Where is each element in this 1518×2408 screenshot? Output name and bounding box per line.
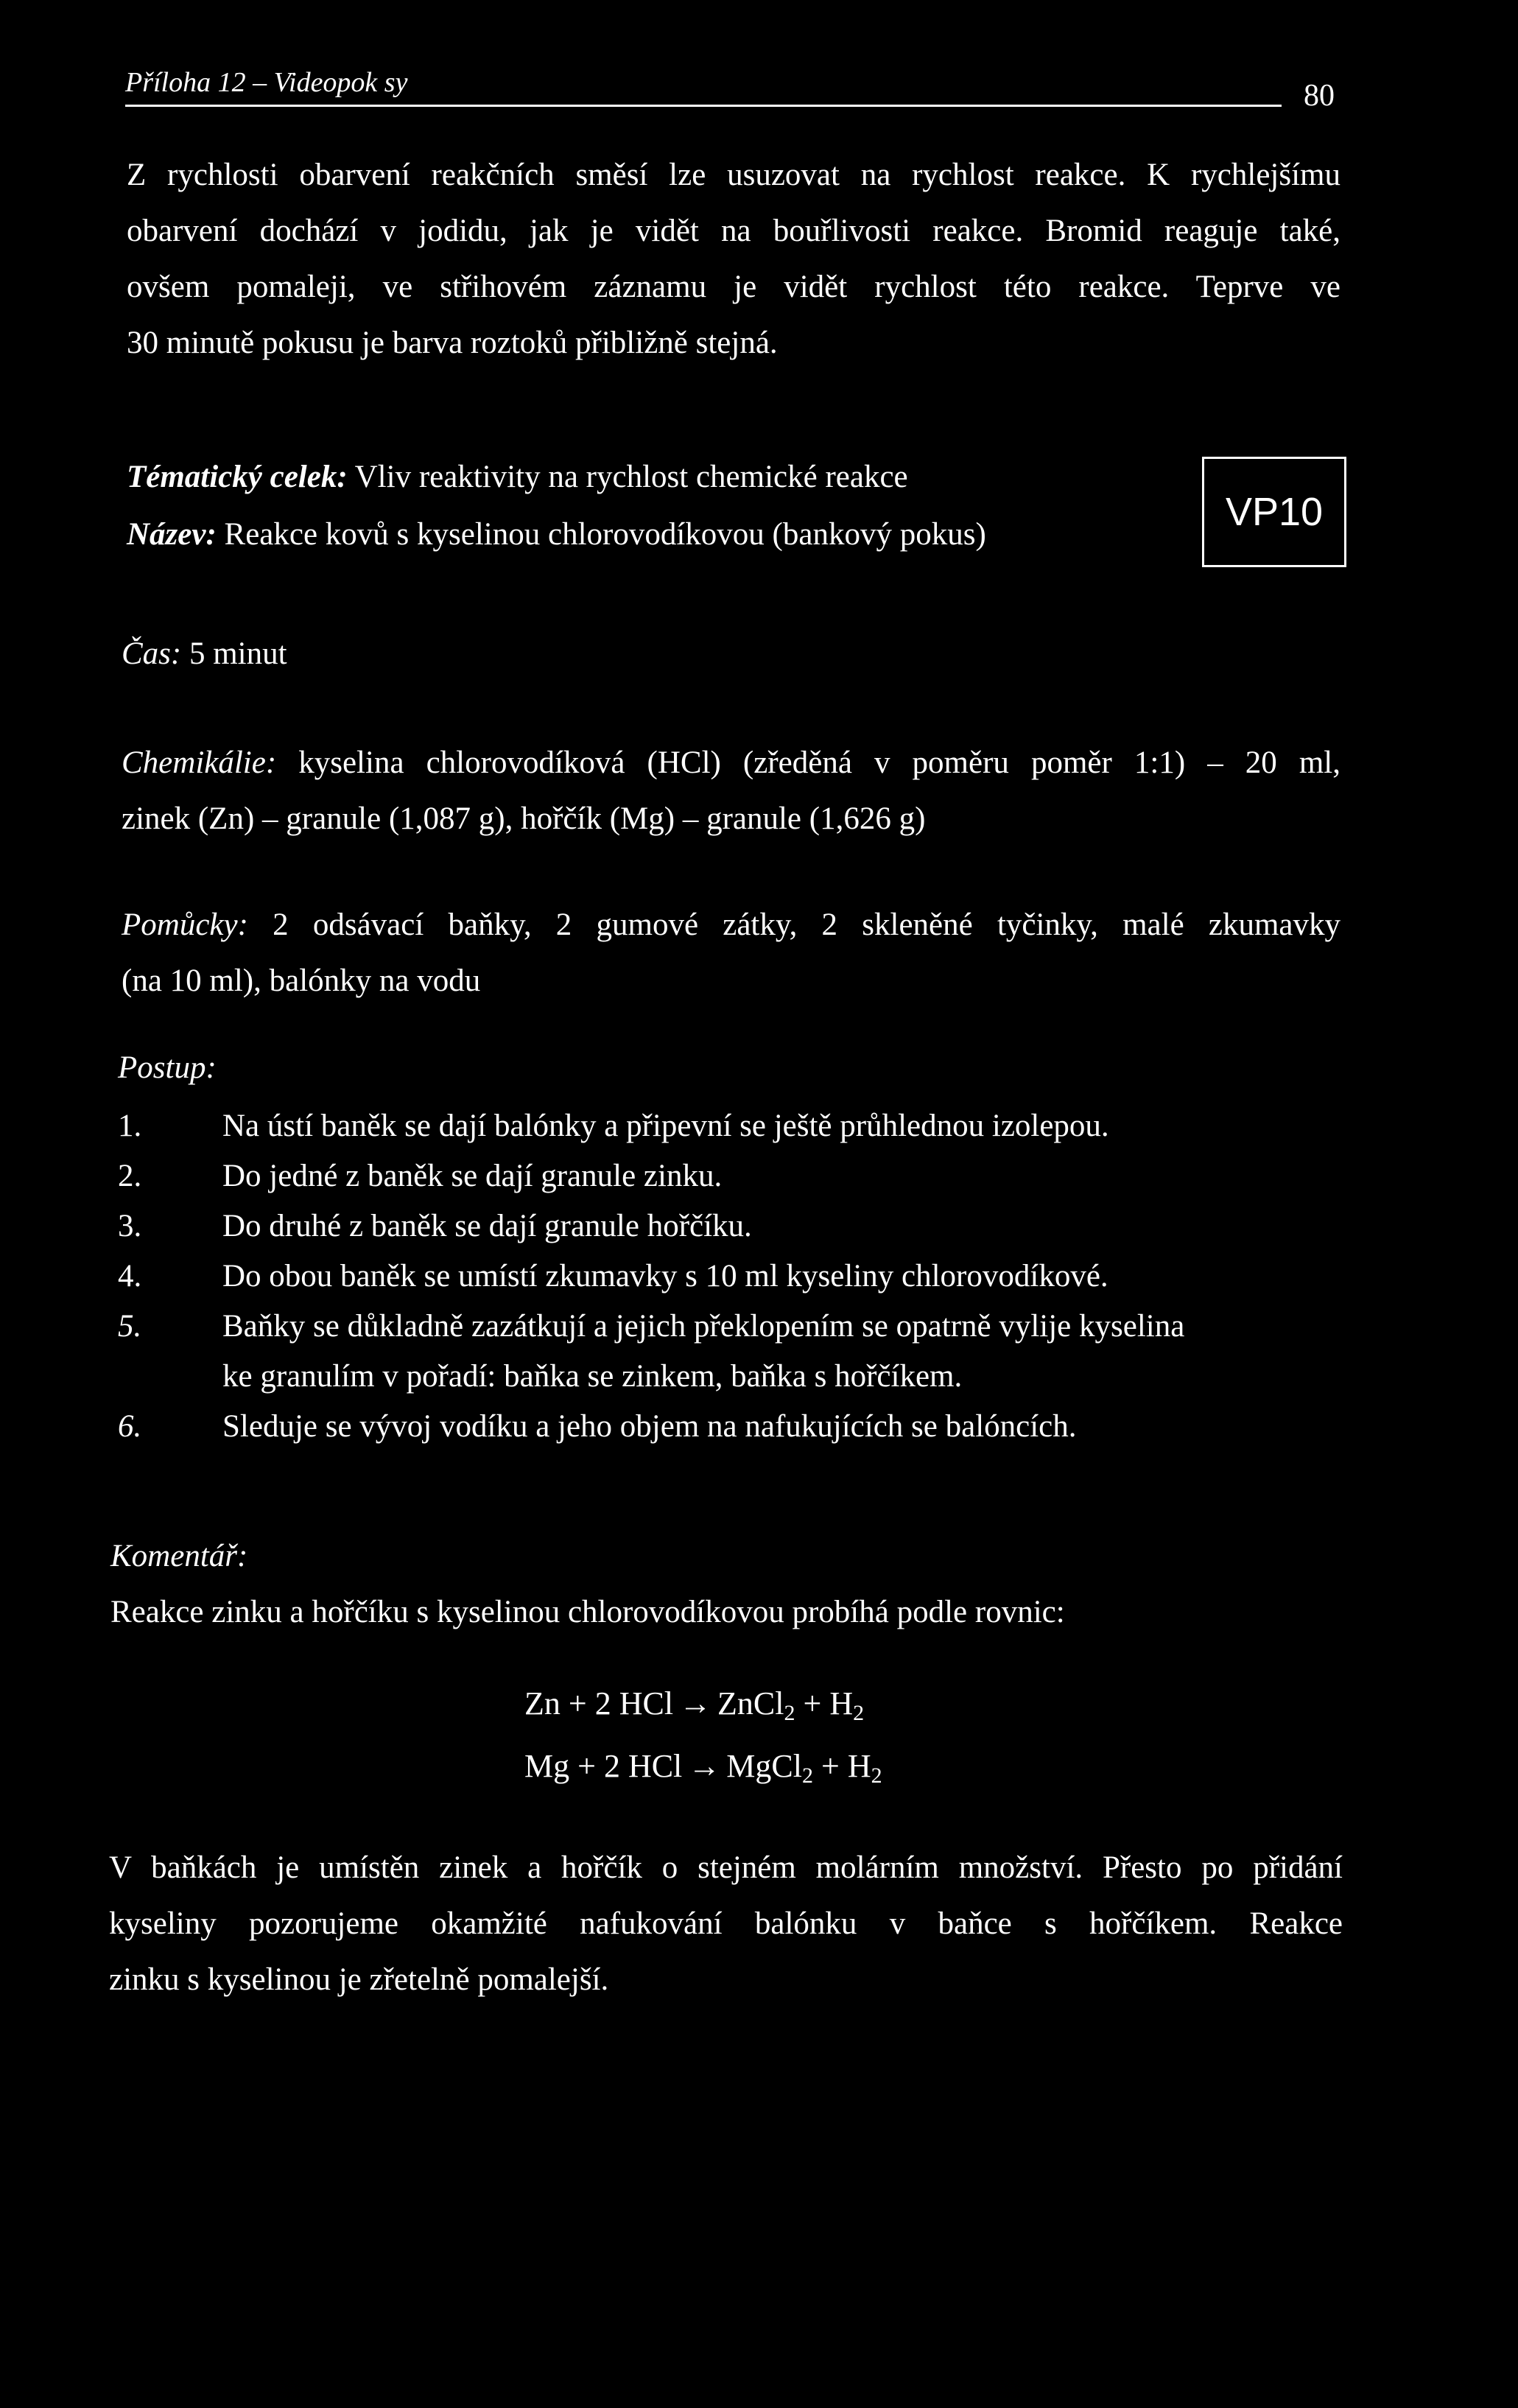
tools-paragraph: [122, 897, 1340, 1009]
page-number: 80: [1304, 79, 1335, 113]
chemicals-paragraph: [122, 735, 1340, 847]
conclusion-paragraph: [109, 1840, 1343, 2008]
equations: [524, 1672, 882, 1797]
topic-value: Vliv reaktivity na rychlost chemické reakce: [354, 460, 908, 494]
time-label: Čas:: [122, 636, 182, 671]
reaction-arrow-icon: →: [688, 1748, 721, 1784]
experiment-code-box: [1202, 457, 1346, 567]
step-number: 6.: [118, 1409, 142, 1444]
tools-line: 2 odsávací baňky, 2 gumové zátky, 2 skleněné tyčinky, malé zkumavky: [273, 908, 1340, 942]
list-item: [118, 1151, 1340, 1201]
step-text-continuation: ke granulím v pořadí: baňka se zinkem, baňka s hořčíkem.: [222, 1359, 963, 1394]
topic-line: [127, 449, 908, 505]
comment-intro: Reakce zinku a hořčíku s kyselinou chlorovodíkovou probíhá podle rovnic:: [110, 1595, 1065, 1629]
page-header: [125, 59, 1348, 113]
intro-paragraph: [127, 147, 1340, 371]
step-text: Sleduje se vývoj vodíku a jeho objem na nafukujících se balóncích.: [222, 1409, 1077, 1444]
tools-line: (na 10 ml), balónky na vodu: [122, 963, 481, 998]
experiment-code: VP10: [1225, 490, 1324, 534]
chemicals-label: Chemikálie:: [122, 745, 277, 780]
tools-label: Pomůcky:: [122, 908, 248, 942]
step-text: Baňky se důkladně zazátkují a jejich překlopením se opatrně vylije kyselina: [222, 1309, 1185, 1344]
time-line: [122, 626, 287, 682]
name-value: Reakce kovů s kyselinou chlorovodíkovou (bankový pokus): [224, 517, 986, 552]
conclusion-line: V baňkách je umístěn zinek a hořčík o stejném molárním množství. Přesto po přidání: [109, 1850, 1343, 1885]
intro-line: obarvení dochází v jodidu, jak je vidět na bouřlivosti reakce. Bromid reaguje také,: [127, 214, 1340, 248]
step-text: Do druhé z baněk se dají granule hořčíku.: [222, 1209, 752, 1243]
procedure-heading: [118, 1040, 217, 1096]
list-item: [118, 1302, 1340, 1402]
name-label: Název:: [127, 517, 217, 552]
intro-line: ovšem pomaleji, ve střihovém záznamu je vidět rychlost této reakce. Teprve ve: [127, 270, 1340, 304]
header-rule: [125, 105, 1282, 107]
intro-line: 30 minutě pokusu je barva roztoků přibližně stejná.: [127, 326, 778, 360]
reaction-arrow-icon: →: [679, 1685, 712, 1721]
comment-section: [110, 1528, 1065, 1640]
step-number: 4.: [118, 1259, 142, 1293]
list-item: [118, 1402, 1340, 1452]
intro-line: Z rychlosti obarvení reakčních směsí lze usuzovat na rychlost reakce. K rychlejšímu: [127, 158, 1340, 192]
list-item: [118, 1201, 1340, 1252]
list-item: [118, 1101, 1340, 1151]
chemicals-line: zinek (Zn) – granule (1,087 g), hořčík (Mg) – granule (1,626 g): [122, 801, 926, 836]
step-number: 5.: [118, 1309, 142, 1344]
time-value: 5 minut: [189, 636, 287, 671]
header-appendix-label: Příloha 12 – Videopok sy: [125, 67, 408, 98]
chemicals-line: kyselina chlorovodíková (HCl) (zředěná v poměru poměr 1:1) – 20 ml,: [298, 745, 1340, 780]
conclusion-line: zinku s kyselinou je zřetelně pomalejší.: [109, 1962, 609, 1997]
equation-zinc: Zn + 2 HCl → ZnCl$_2$ + $H_2$: [524, 1672, 882, 1735]
step-number: 3.: [118, 1209, 142, 1243]
procedure-label: Postup:: [118, 1050, 217, 1085]
step-text: Do jedné z baněk se dají granule zinku.: [222, 1159, 723, 1193]
topic-label: Tématický celek:: [127, 460, 348, 494]
conclusion-line: kyseliny pozorujeme okamžité nafukování balónku v baňce s hořčíkem. Reakce: [109, 1906, 1343, 1941]
list-item: [118, 1252, 1340, 1302]
comment-label: Komentář:: [110, 1539, 248, 1573]
step-number: 1.: [118, 1109, 142, 1143]
procedure-steps: [118, 1101, 1340, 1452]
step-text: Na ústí baněk se dají balónky a připevní se ještě průhlednou izolepou.: [222, 1109, 1109, 1143]
equation-magnesium: Mg + 2 HCl → MgCl$_2$ + $H_2$: [524, 1735, 882, 1797]
step-number: 2.: [118, 1159, 142, 1193]
name-line: [127, 507, 986, 563]
step-text: Do obou baněk se umístí zkumavky s 10 ml kyseliny chlorovodíkové.: [222, 1259, 1108, 1293]
